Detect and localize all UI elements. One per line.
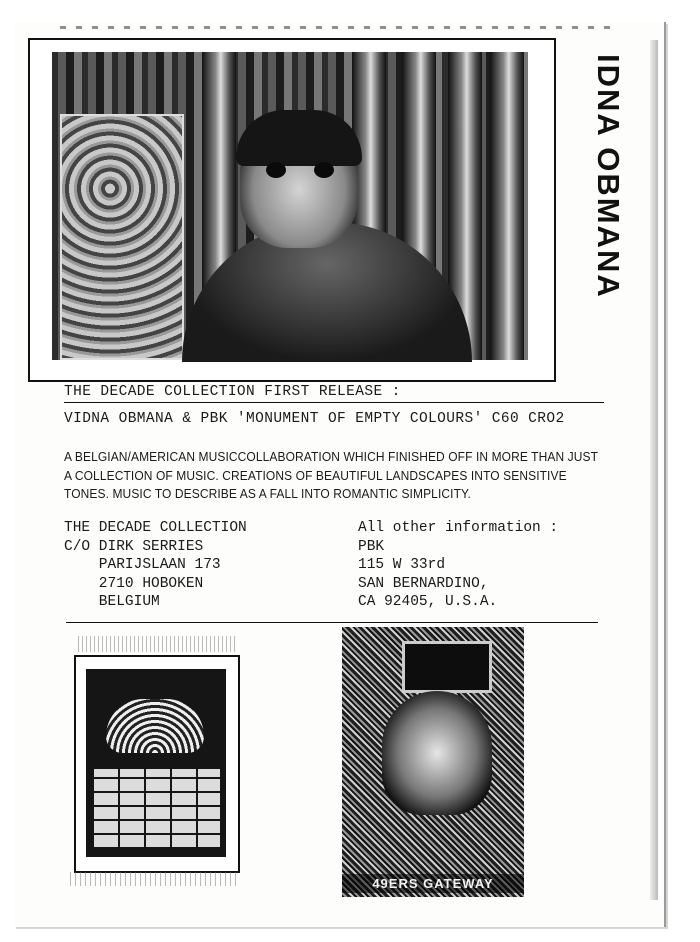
paper-edge <box>650 40 658 900</box>
address-line: 115 W 33rd <box>358 557 446 573</box>
header-collage-image <box>52 52 528 360</box>
cover-right-label: 49ERS GATEWAY <box>342 874 524 893</box>
cover-right-image <box>342 627 524 897</box>
address-line: BELGIUM <box>64 594 160 610</box>
address-line: SAN BERNARDINO, <box>358 575 489 592</box>
cover-left-art <box>86 669 226 857</box>
section-divider <box>66 622 598 623</box>
photocopy-noise <box>78 636 238 652</box>
brain-graphic <box>106 699 204 753</box>
description-line: TONES. MUSIC TO DESCRIBE AS A FALL INTO ROMANTIC SIMPLICITY. <box>64 487 471 501</box>
address-line: C/O DIRK SERRIES <box>64 538 204 555</box>
address-right <box>358 519 558 612</box>
window-graphic <box>402 641 492 693</box>
artist-vertical-title: IDNA OBMANA <box>591 54 626 299</box>
release-heading: THE DECADE COLLECTION FIRST RELEASE : <box>64 384 401 400</box>
description-line: A COLLECTION OF MUSIC. CREATIONS OF BEAUTIFUL LANDSCAPES INTO SENSITIVE <box>64 468 567 483</box>
crowd-inset-image <box>60 114 184 360</box>
helmet <box>236 110 362 166</box>
address-line: PBK <box>358 538 385 555</box>
address-line: 2710 HOBOKEN <box>64 575 204 592</box>
release-description <box>64 448 602 504</box>
release-title: VIDNA OBMANA & PBK 'MONUMENT OF EMPTY COLOURS' C60 CRO2 <box>64 411 565 427</box>
address-left <box>64 519 247 612</box>
photocopy-noise <box>70 872 238 886</box>
eye <box>314 162 334 178</box>
face-graphic <box>382 691 492 815</box>
address-line: THE DECADE COLLECTION <box>64 520 247 536</box>
heading-underline <box>64 402 604 403</box>
brick-wall-graphic <box>92 769 220 849</box>
address-line: PARIJSLAAN 173 <box>64 557 221 573</box>
address-line: All other information : <box>358 520 559 536</box>
cover-left-image <box>74 655 240 873</box>
description-line: A BELGIAN/AMERICAN MUSICCOLLABORATION WHICH FINISHED OFF IN MORE THAN JUST <box>64 450 599 464</box>
header-photo-frame <box>28 38 556 382</box>
eye <box>266 162 286 178</box>
photocopy-rule <box>60 26 620 29</box>
pillar <box>490 52 524 360</box>
address-line: CA 92405, U.S.A. <box>358 594 498 610</box>
